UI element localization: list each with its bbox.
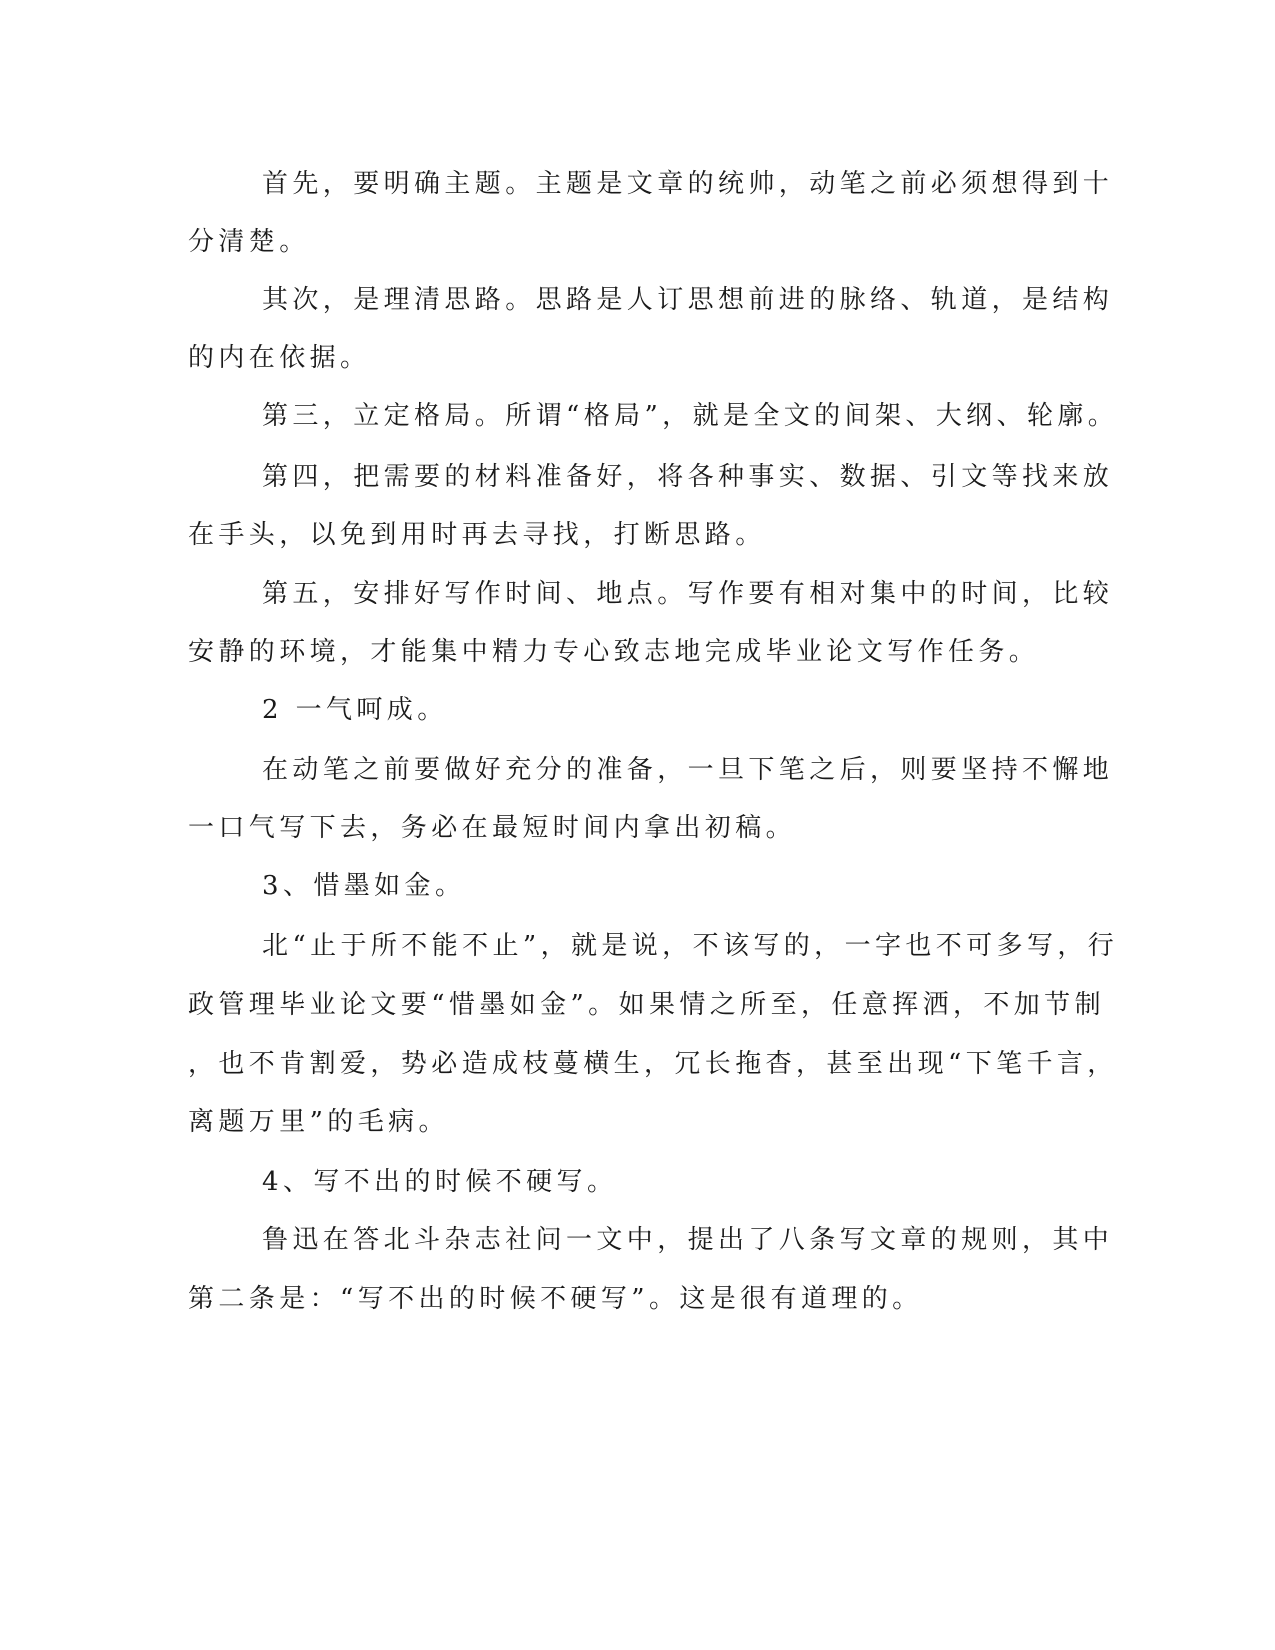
text-line: 安静的环境，才能集中精力专心致志地完成毕业论文写作任务。 xyxy=(188,637,1040,667)
text-line: 在动笔之前要做好充分的准备，一旦下笔之后，则要坚持不懈地 xyxy=(262,755,1114,785)
text-line: 第三，立定格局。所谓“格局”，就是全文的间架、大纲、轮廓。 xyxy=(262,401,1119,431)
text-line: 在手头，以免到用时再去寻找，打断思路。 xyxy=(188,520,766,550)
text-line: 离题万里”的毛病。 xyxy=(188,1107,449,1137)
text-line: ，也不肯割爱，势必造成枝蔓横生，冗长拖杳，甚至出现“下笔千言， xyxy=(188,1049,1118,1079)
text-line: 的内在依据。 xyxy=(188,343,371,373)
text-line: 政管理毕业论文要“惜墨如金”。如果情之所至，任意挥洒，不加节制 xyxy=(188,990,1105,1020)
text-line: 鲁迅在答北斗杂志社问一文中，提出了八条写文章的规则，其中 xyxy=(262,1225,1114,1255)
text-line: 第四，把需要的材料准备好，将各种事实、数据、引文等找来放 xyxy=(262,462,1114,492)
text-line: 一口气写下去，务必在最短时间内拿出初稿。 xyxy=(188,813,797,843)
text-line: 3、惜墨如金。 xyxy=(262,871,466,901)
text-line: 北“止于所不能不止”，就是说，不该写的，一字也不可多写，行 xyxy=(262,931,1119,961)
text-line: 4、写不出的时候不硬写。 xyxy=(262,1167,618,1197)
text-line: 2 一气呵成。 xyxy=(262,695,448,725)
text-line: 首先，要明确主题。主题是文章的统帅，动笔之前必须想得到十 xyxy=(262,169,1114,199)
text-line: 其次，是理清思路。思路是人订思想前进的脉络、轨道，是结构 xyxy=(262,285,1114,315)
text-line: 第二条是：“写不出的时候不硬写”。这是很有道理的。 xyxy=(188,1284,923,1314)
text-line: 分清楚。 xyxy=(188,227,310,257)
text-line: 第五，安排好写作时间、地点。写作要有相对集中的时间，比较 xyxy=(262,579,1114,609)
